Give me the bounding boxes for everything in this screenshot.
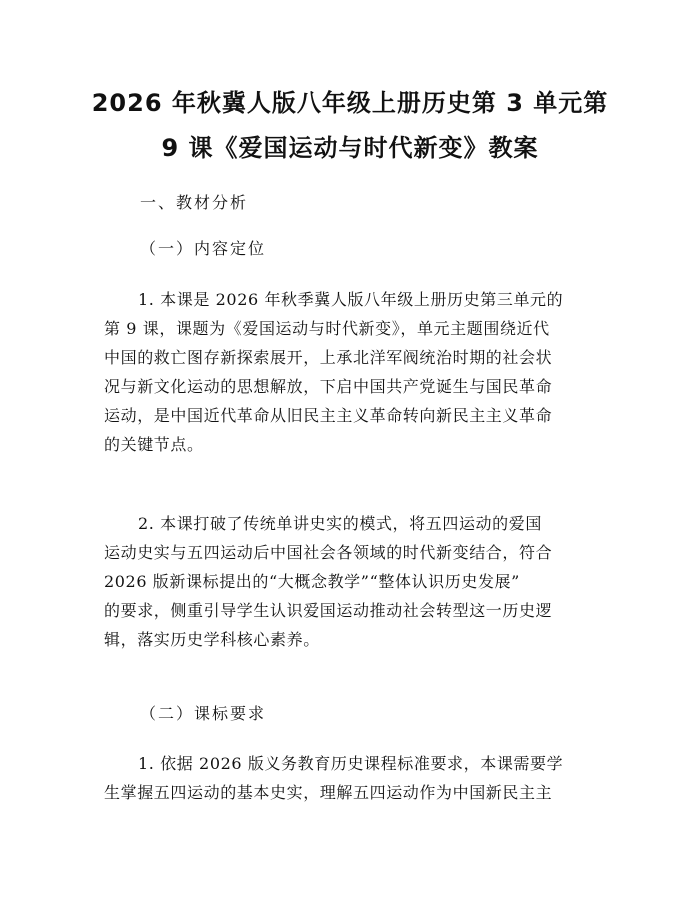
paragraph-line: 第 9 课，课题为《爱国运动与时代新变》，单元主题围绕近代 bbox=[104, 319, 550, 338]
paragraph-line: 中国的救亡图存新探索展开，上承北洋军阀统治时期的社会状 bbox=[104, 348, 553, 367]
paragraph-line: 生掌握五四运动的基本史实，理解五四运动作为中国新民主主 bbox=[104, 783, 553, 802]
paragraph-2 bbox=[104, 509, 598, 654]
paragraph-line: 运动史实与五四运动后中国社会各领域的时代新变结合，符合 bbox=[104, 543, 553, 562]
paragraph-line: 2026 版新课标提出的“大概念教学”“整体认识历史发展” bbox=[104, 572, 520, 591]
paragraph-line: 况与新文化运动的思想解放，下启中国共产党诞生与国民革命 bbox=[104, 377, 553, 396]
document-title-line-2: 9 课《爱国运动与时代新变》教案 bbox=[161, 134, 539, 162]
paragraph-3 bbox=[104, 749, 598, 807]
paragraph-1 bbox=[104, 285, 598, 459]
paragraph-line: 1. 依据 2026 版义务教育历史课程标准要求，本课需要学 bbox=[138, 754, 564, 773]
paragraph-line: 的关键节点。 bbox=[104, 435, 204, 454]
paragraph-line: 运动，是中国近代革命从旧民主主义革命转向新民主主义革命 bbox=[104, 406, 553, 425]
subsection-heading-content-positioning: （一）内容定位 bbox=[140, 239, 267, 258]
section-heading-textbook-analysis: 一、教材分析 bbox=[140, 193, 249, 212]
paragraph-line: 的要求，侧重引导学生认识爱国运动推动社会转型这一历史逻 bbox=[104, 601, 553, 620]
paragraph-line: 2. 本课打破了传统单讲史实的模式，将五四运动的爱国 bbox=[138, 514, 542, 533]
paragraph-line: 1. 本课是 2026 年秋季冀人版八年级上册历史第三单元的 bbox=[138, 290, 564, 309]
paragraph-line: 辑，落实历史学科核心素养。 bbox=[104, 630, 320, 649]
subsection-heading-curriculum-requirements: （二）课标要求 bbox=[140, 704, 267, 723]
document-title-line-1: 2026 年秋冀人版八年级上册历史第 3 单元第 bbox=[91, 89, 609, 117]
